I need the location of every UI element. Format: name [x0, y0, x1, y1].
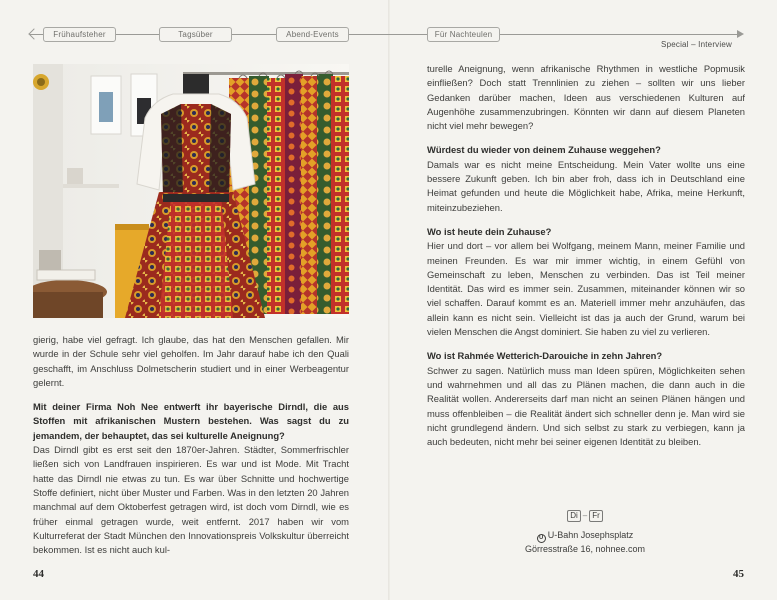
- interview-answer: Das Dirndl gibt es erst seit den 1870er-Jahren. Städter, Sommerfrischler ließen sich von Landfrauen inspirieren. Es war und ist Mode. Mit Tracht hatte das Dirndl nie etwas zu tun. Es war über Schnitte und hochwertige Stoffe definiert, nicht über Muster und Farben. Was in den letzten 20 Jahren manchmal auf dem Oktoberfest getragen wird, ist doch vom Dirndl, wie es früher einmal getragen wurde, weit entfernt. 2017 haben wir vom Kulturreferat der Stadt München den Innovationspreis Volkskultur überreicht bekommen. Ist es nicht auch kul-: [33, 444, 349, 556]
- intro-paragraph: gierig, habe viel gefragt. Ich glaube, das hat den Menschen gefallen. Mir wurde in der Schule sehr viel geholfen. Im Jahr darauf habe ich den Quali geschafft, im Anschluss Dolmetscherin studiert und in einer Werbeagentur gelernt.: [33, 334, 349, 388]
- transit-stop: U-Bahn Josephsplatz: [547, 530, 634, 540]
- day-separator: –: [582, 511, 588, 520]
- page-number-right: 45: [733, 568, 744, 580]
- interview-question: Wo ist heute dein Zuhause?: [427, 225, 552, 237]
- dirndl-photo: [33, 64, 349, 318]
- section-label: Special – Interview: [661, 40, 732, 49]
- tab-fruehaufsteher[interactable]: Frühaufsteher: [43, 27, 116, 42]
- interview-answer: Hier und dort – vor allem bei Wolfgang, meinem Mann, meiner Familie und meinen Freunden. Es war mir immer wichtig, in einem Gefühl von Gemeinschaft zu leben, Menschen zu verbinden. Das ist Teil meiner Identität. Das wird es immer sein. Zusammen, miteinander können wir so viel schaffen. Darauf kommt es an. Materiell immer mehr anzuhäufen, das allein kann es nicht sein. Vielleicht ist das ja auch der Grund, warum bei vielen Menschen die Angst dominiert. Sie haben zu viel zu verlieren.: [427, 240, 745, 338]
- tab-fuer-nachteulen[interactable]: Für Nachteulen: [427, 27, 500, 42]
- interview-answer: Damals war es nicht meine Entscheidung. Mein Vater wollte uns eine bessere Zukunft geben. Ich bin aber froh, dass ich in Deutschland eine Heimat gefunden und heute die Möglichkeit habe, Afrika, meine Herkunft, miteinzubeziehen.: [427, 158, 745, 213]
- ubahn-icon: U: [537, 534, 546, 543]
- interview-question: Mit deiner Firma Noh Nee entwerft ihr bayerische Dirndl, die aus Stoffen mit afrikanischen Mustern bestehen. Was sagst du zu jemandem, der behauptet, das sei kulturelle Aneignung?: [33, 401, 349, 441]
- timeline-rule: [30, 34, 742, 35]
- tab-tagsueber[interactable]: Tagsüber: [159, 27, 232, 42]
- day-badge: Fr: [589, 510, 603, 522]
- right-text-column: [427, 62, 745, 449]
- opening-days: [490, 510, 680, 522]
- day-badge: Di: [567, 510, 581, 522]
- address-block: [490, 510, 680, 556]
- interview-answer: Schwer zu sagen. Natürlich muss man Ideen spüren, Möglichkeiten sehen und wahrnehmen und all das zu Plänen machen, die dann auch in die Realität wollen. Andererseits darf man nicht an seinen Plänen hängen und muss offenbleiben – die Realität ändert sich schneller denn je. Man wird sie nicht grundlegend ändern. Und sich selbst zu stark zu verbiegen, kann ja auch bedeuten, nicht mehr bei seiner eigenen Identität zu bleiben.: [427, 364, 745, 448]
- left-text-column: [33, 333, 349, 557]
- transit-line: [490, 529, 680, 543]
- continued-paragraph: turelle Aneignung, wenn afrikanische Rhythmen in westliche Popmusik einfließen? Doch statt Trennlinien zu ziehen – sollten wir uns lieber Gedanken darüber machen, Ideen aus verschiedenen Kulturen auf Augenhöhe zusammenzubringen. Könnten wir dann auf diesem Planeten nicht viel mehr bewegen?: [427, 63, 745, 132]
- tab-abend-events[interactable]: Abend-Events: [276, 27, 349, 42]
- page-number-left: 44: [33, 568, 44, 580]
- interview-question: Würdest du wieder von deinem Zuhause weggehen?: [427, 144, 661, 156]
- arrow-right-icon: [737, 30, 744, 38]
- street-address: Görresstraße 16, nohnee.com: [524, 544, 646, 554]
- gutter: [388, 0, 390, 600]
- interview-question: Wo ist Rahmée Wetterich-Darouiche in zehn Jahren?: [427, 350, 663, 362]
